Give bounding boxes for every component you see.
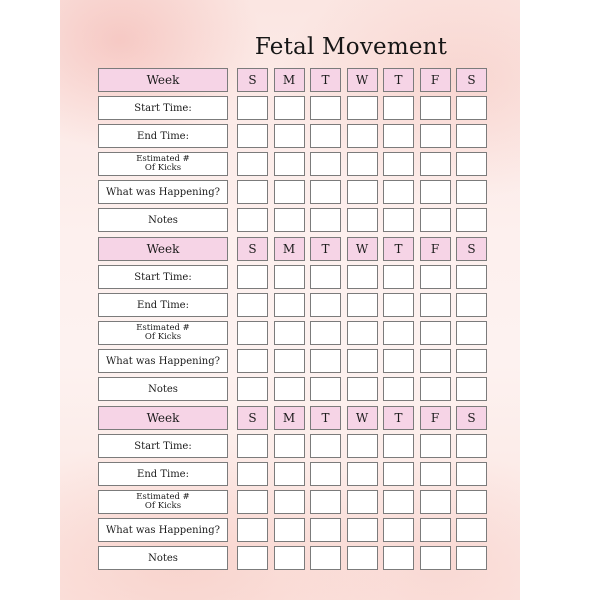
entry-cell[interactable] — [237, 518, 268, 542]
entry-cell[interactable] — [310, 546, 341, 570]
row-label: End Time: — [98, 462, 228, 486]
entry-cell[interactable] — [237, 434, 268, 458]
entry-cell[interactable] — [456, 293, 487, 317]
day-header: T — [310, 68, 341, 92]
day-header: S — [456, 68, 487, 92]
entry-cell[interactable] — [420, 490, 451, 514]
day-header: S — [237, 68, 268, 92]
row-label: Start Time: — [98, 434, 228, 458]
entry-cell[interactable] — [274, 180, 305, 204]
entry-cell[interactable] — [310, 490, 341, 514]
entry-cell[interactable] — [383, 462, 414, 486]
day-header: S — [456, 406, 487, 430]
row-label: What was Happening? — [98, 180, 228, 204]
row-label: What was Happening? — [98, 349, 228, 373]
entry-cell[interactable] — [237, 293, 268, 317]
entry-cell[interactable] — [310, 349, 341, 373]
day-header: S — [237, 406, 268, 430]
entry-cell[interactable] — [347, 124, 378, 148]
row-label: Estimated # Of Kicks — [98, 490, 228, 514]
entry-cell[interactable] — [310, 377, 341, 401]
row-label: Notes — [98, 377, 228, 401]
entry-cell[interactable] — [383, 377, 414, 401]
entry-cell[interactable] — [383, 152, 414, 176]
entry-cell[interactable] — [383, 518, 414, 542]
entry-cell[interactable] — [310, 434, 341, 458]
entry-cell[interactable] — [383, 349, 414, 373]
entry-cell[interactable] — [420, 462, 451, 486]
entry-cell[interactable] — [237, 96, 268, 120]
day-header: W — [347, 406, 378, 430]
entry-cell[interactable] — [456, 349, 487, 373]
row-label: Notes — [98, 208, 228, 232]
planner-page — [60, 0, 520, 600]
page-title: Fetal Movement — [254, 34, 448, 60]
day-header: M — [274, 406, 305, 430]
entry-cell[interactable] — [274, 349, 305, 373]
entry-cell[interactable] — [274, 208, 305, 232]
entry-cell[interactable] — [274, 321, 305, 345]
week-header: Week — [98, 68, 228, 92]
entry-cell[interactable] — [420, 124, 451, 148]
entry-cell[interactable] — [383, 96, 414, 120]
day-header: T — [383, 237, 414, 261]
day-header: W — [347, 237, 378, 261]
entry-cell[interactable] — [347, 546, 378, 570]
entry-cell[interactable] — [456, 152, 487, 176]
entry-cell[interactable] — [420, 265, 451, 289]
entry-cell[interactable] — [237, 208, 268, 232]
entry-cell[interactable] — [347, 265, 378, 289]
entry-cell[interactable] — [274, 377, 305, 401]
row-label: Start Time: — [98, 265, 228, 289]
entry-cell[interactable] — [383, 208, 414, 232]
entry-cell[interactable] — [274, 265, 305, 289]
entry-cell[interactable] — [237, 180, 268, 204]
entry-cell[interactable] — [347, 208, 378, 232]
entry-cell[interactable] — [347, 96, 378, 120]
entry-cell[interactable] — [347, 293, 378, 317]
entry-cell[interactable] — [420, 349, 451, 373]
entry-cell[interactable] — [274, 490, 305, 514]
entry-cell[interactable] — [310, 293, 341, 317]
entry-cell[interactable] — [456, 265, 487, 289]
day-header: T — [310, 406, 341, 430]
entry-cell[interactable] — [383, 265, 414, 289]
entry-cell[interactable] — [347, 152, 378, 176]
entry-cell[interactable] — [310, 321, 341, 345]
entry-cell[interactable] — [274, 434, 305, 458]
entry-cell[interactable] — [347, 462, 378, 486]
entry-cell[interactable] — [347, 180, 378, 204]
entry-cell[interactable] — [237, 349, 268, 373]
entry-cell[interactable] — [237, 462, 268, 486]
day-header: M — [274, 237, 305, 261]
day-header: M — [274, 68, 305, 92]
entry-cell[interactable] — [383, 490, 414, 514]
entry-cell[interactable] — [420, 152, 451, 176]
day-header: F — [420, 237, 451, 261]
week-header: Week — [98, 406, 228, 430]
row-label: End Time: — [98, 293, 228, 317]
day-header: S — [456, 237, 487, 261]
entry-cell[interactable] — [237, 152, 268, 176]
row-label: End Time: — [98, 124, 228, 148]
entry-cell[interactable] — [310, 265, 341, 289]
day-header: F — [420, 406, 451, 430]
entry-cell[interactable] — [310, 124, 341, 148]
entry-cell[interactable] — [420, 518, 451, 542]
entry-cell[interactable] — [383, 546, 414, 570]
entry-cell[interactable] — [383, 321, 414, 345]
entry-cell[interactable] — [456, 321, 487, 345]
entry-cell[interactable] — [310, 518, 341, 542]
entry-cell[interactable] — [237, 490, 268, 514]
entry-cell[interactable] — [274, 462, 305, 486]
entry-cell[interactable] — [456, 124, 487, 148]
entry-cell[interactable] — [420, 180, 451, 204]
entry-cell[interactable] — [347, 377, 378, 401]
entry-cell[interactable] — [274, 152, 305, 176]
day-header: S — [237, 237, 268, 261]
day-header: F — [420, 68, 451, 92]
entry-cell[interactable] — [237, 321, 268, 345]
row-label: Start Time: — [98, 96, 228, 120]
entry-cell[interactable] — [237, 546, 268, 570]
entry-cell[interactable] — [347, 349, 378, 373]
entry-cell[interactable] — [420, 293, 451, 317]
day-header: T — [383, 406, 414, 430]
entry-cell[interactable] — [310, 180, 341, 204]
entry-cell[interactable] — [420, 546, 451, 570]
entry-cell[interactable] — [456, 518, 487, 542]
entry-cell[interactable] — [456, 490, 487, 514]
entry-cell[interactable] — [420, 434, 451, 458]
entry-cell[interactable] — [274, 124, 305, 148]
entry-cell[interactable] — [347, 518, 378, 542]
entry-cell[interactable] — [310, 462, 341, 486]
day-header: T — [310, 237, 341, 261]
week-header: Week — [98, 237, 228, 261]
entry-cell[interactable] — [456, 462, 487, 486]
entry-cell[interactable] — [237, 377, 268, 401]
entry-cell[interactable] — [456, 180, 487, 204]
row-label: Notes — [98, 546, 228, 570]
entry-cell[interactable] — [237, 265, 268, 289]
entry-cell[interactable] — [456, 377, 487, 401]
day-header: W — [347, 68, 378, 92]
entry-cell[interactable] — [310, 96, 341, 120]
entry-cell[interactable] — [456, 96, 487, 120]
entry-cell[interactable] — [274, 293, 305, 317]
entry-cell[interactable] — [274, 546, 305, 570]
entry-cell[interactable] — [383, 124, 414, 148]
entry-cell[interactable] — [383, 434, 414, 458]
entry-cell[interactable] — [383, 293, 414, 317]
entry-cell[interactable] — [383, 180, 414, 204]
entry-cell[interactable] — [420, 321, 451, 345]
entry-cell[interactable] — [420, 377, 451, 401]
day-header: T — [383, 68, 414, 92]
entry-cell[interactable] — [347, 321, 378, 345]
entry-cell[interactable] — [274, 518, 305, 542]
entry-cell[interactable] — [347, 490, 378, 514]
entry-cell[interactable] — [237, 124, 268, 148]
entry-cell[interactable] — [456, 546, 487, 570]
entry-cell[interactable] — [420, 208, 451, 232]
row-label: What was Happening? — [98, 518, 228, 542]
entry-cell[interactable] — [310, 208, 341, 232]
row-label: Estimated # Of Kicks — [98, 152, 228, 176]
entry-cell[interactable] — [274, 96, 305, 120]
entry-cell[interactable] — [347, 434, 378, 458]
entry-cell[interactable] — [310, 152, 341, 176]
entry-cell[interactable] — [456, 208, 487, 232]
entry-cell[interactable] — [420, 96, 451, 120]
row-label: Estimated # Of Kicks — [98, 321, 228, 345]
entry-cell[interactable] — [456, 434, 487, 458]
